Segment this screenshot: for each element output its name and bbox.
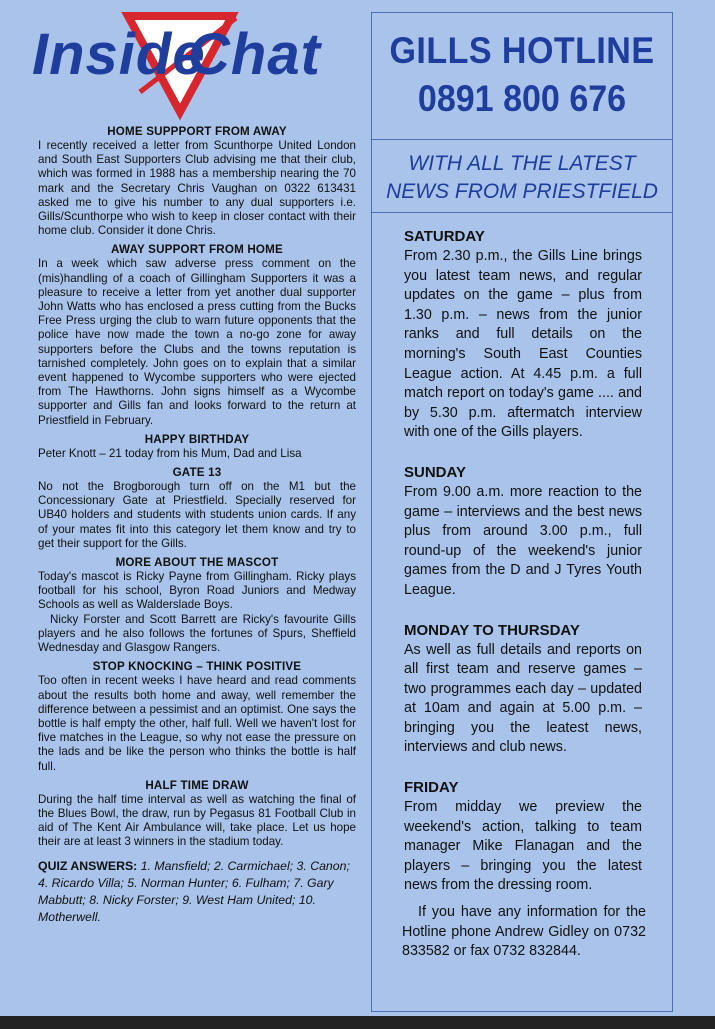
inside-chat-column: [32, 12, 356, 926]
section-think-positive: [38, 659, 356, 773]
schedule-heading: SUNDAY: [404, 463, 466, 481]
quiz-answers-text: 1. Mansfield; 2. Carmichael; 3. Canon; 4. Ricardo Villa; 5. Norman Hunter; 6. Fulham; 7. Gary Mabbutt; 8. Nicky Forster; 9. West Ham United; 10. Motherwell.: [38, 858, 350, 924]
section-heading: STOP KNOCKING – THINK POSITIVE: [92, 660, 302, 674]
section-text: I recently received a letter from Scunthorpe United London and South East Supporters Club advising me that their club, which was formed in 1988 has a membership nearing the 70 mark and the Secretary Chris Vaughan on 0322 613431 asked me to give his number to any dual supporters i.e. Gills/Scunthorpe who wish to keep in closer contact with their home club. Consider it done Chris.: [38, 139, 356, 238]
section-half-time-draw: [38, 778, 356, 850]
section-heading: MORE ABOUT THE MASCOT: [115, 556, 279, 570]
hotline-phone-number: 0891 800 676: [417, 78, 627, 119]
section-heading: HAPPY BIRTHDAY: [144, 432, 250, 446]
section-gate-13: [38, 465, 356, 551]
section-text: In a week which saw adverse press comment on the (mis)handling of a coach of Gillingham Supporters it was a pleasure to receive a letter from yet another dual supporter John Watts who has enclosed a press cutting from the Bucks Free Press urging the club to warn future opponents that the police have now made the town a no-go zone for away supporters before the Clubs and the towns reputation is tarnished completely. John goes on to explain that a similar event happened to Wycombe supporters who were ejected from The Hawthorns. John signs himself as a Wycombe supporter and Gills fan and looks forward to the return at Priestfield in February.: [38, 257, 356, 427]
page-bottom-edge: [0, 1016, 715, 1029]
logo-word-inside: Inside: [32, 22, 206, 87]
schedule-text: From 2.30 p.m., the Gills Line brings you latest team news, and regular updates on the game – plus from 1.30 p.m. – news from the junior ranks and full details on the morning's South East Counties League action. At 4.45 p.m. a full match report on today's game .... and by 5.30 p.m. aftermatch interview with one of the Gills players.: [404, 248, 642, 441]
hotline-tagline: [372, 140, 672, 212]
logo-word-chat: Chat: [188, 22, 321, 87]
schedule-heading: FRIDAY: [404, 779, 459, 797]
section-mascot: [38, 555, 356, 655]
section-heading: GATE 13: [172, 466, 222, 480]
section-heading: AWAY SUPPORT FROM HOME: [111, 243, 283, 257]
section-text: Nicky Forster and Scott Barrett are Ricky's favourite Gills players and he also follows the fortunes of Spurs, Sheffield Wednesday and Glasgow Rangers.: [38, 612, 356, 655]
hotline-title: GILLS HOTLINE: [389, 30, 655, 71]
tagline-line: WITH ALL THE LATEST: [408, 152, 636, 175]
schedule-text: From 9.00 a.m. more reaction to the game – interviews and the best news plus from around 3.00 p.m., full round-up of the weekend's junior games from the D and J Tyres Youth League.: [404, 483, 642, 598]
section-text: Peter Knott – 21 today from his Mum, Dad and Lisa: [38, 446, 302, 460]
section-away-support: [38, 242, 356, 427]
section-text: Today's mascot is Ricky Payne from Gillingham. Ricky plays football for his school, Byron Road Juniors and Medway Schools as well as Walderslade Boys.: [38, 570, 356, 612]
section-home-support: [38, 124, 356, 238]
section-text: Too often in recent weeks I have heard and read comments about the results both home and away, well remember the difference between a pessimist and an optimist. One says the bottle is half empty the other, half full. Well we haven't lost for five matches in the League, so why not ease the pressure on the lads and be like the person who thinks the bottle is half full.: [38, 674, 356, 773]
quiz-answers: [38, 858, 356, 926]
hotline-schedule: [372, 213, 672, 896]
section-heading: HOME SUPPPORT FROM AWAY: [107, 125, 287, 138]
schedule-friday: [404, 778, 642, 896]
schedule-monday-to-thursday: [404, 621, 642, 759]
section-text: No not the Brogborough turn off on the M1 but the Concessionary Gate at Priestfield. Specially reserved for UB40 holders and students with students union cards. If any of your mates fit into this category let them know and try to get their support for the Gills.: [38, 480, 356, 550]
schedule-text: From midday we preview the weekend's action, talking to team manager Mike Flanagan and the players – bringing you the latest news from the dressing room.: [404, 799, 642, 894]
hotline-contact-info: If you have any information for the Hotline phone Andrew Gidley on 0732 833582 or fax 0732 832844.: [402, 904, 646, 960]
tagline-line: NEWS FROM PRIESTFIELD: [386, 180, 658, 203]
schedule-sunday: [404, 463, 642, 601]
schedule-heading: SATURDAY: [404, 228, 485, 245]
gills-hotline-box: [371, 12, 673, 1012]
section-happy-birthday: [38, 432, 356, 461]
section-text: During the half time interval as well as watching the final of the Blues Bowl, the draw, run by Pegasus 81 Football Club in aid of The Kent Air Ambulance will, take place. Let us hope their are at least 3 winners in the stadium today.: [38, 792, 356, 849]
quiz-label: QUIZ ANSWERS:: [38, 858, 138, 873]
schedule-saturday: [404, 227, 642, 443]
inside-chat-logo: [32, 12, 356, 124]
schedule-heading: MONDAY TO THURSDAY: [404, 621, 580, 639]
schedule-text: As well as full details and reports on all first team and reserve games – two programmes each day – updated at 10am and again at 5.00 p.m. – bringing you the leatest news, interviews and club news.: [404, 641, 642, 756]
section-heading: HALF TIME DRAW: [145, 778, 249, 792]
